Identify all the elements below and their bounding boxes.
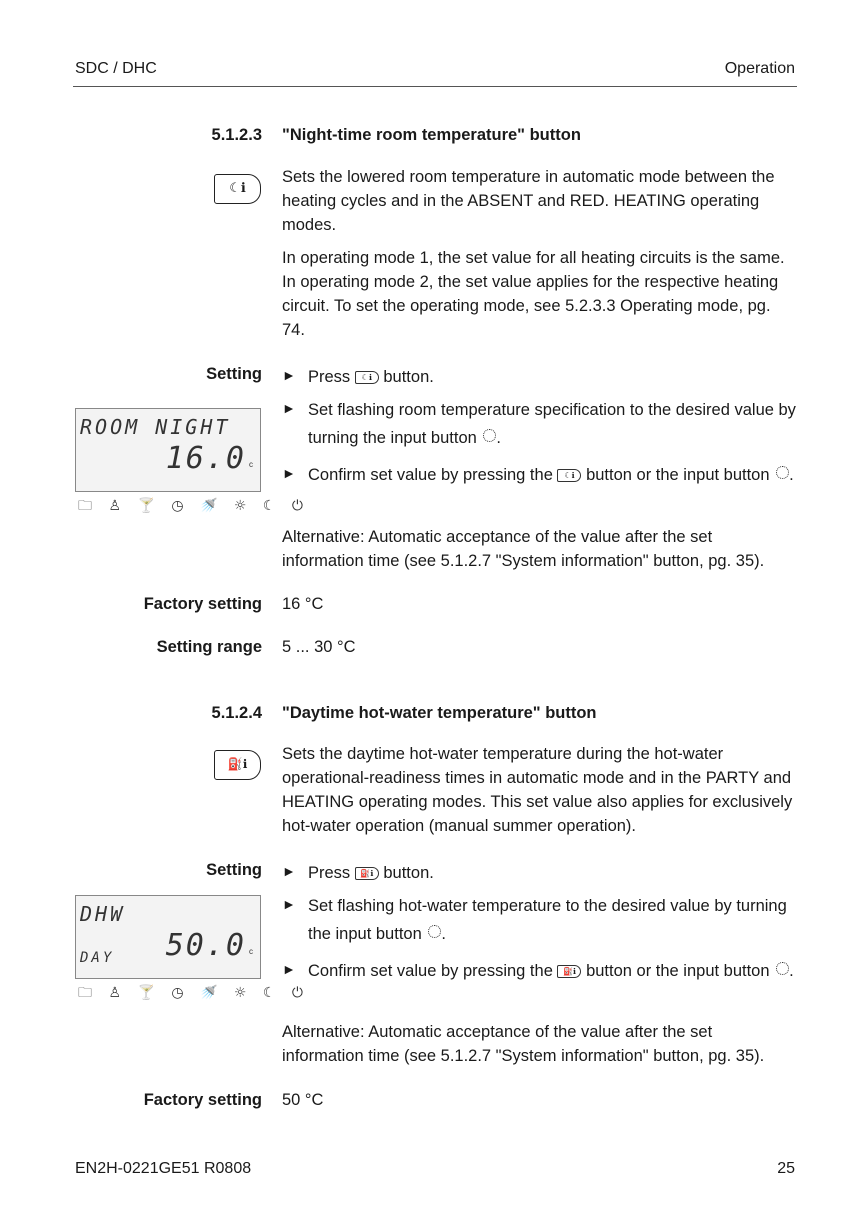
- input-knob-icon: [776, 962, 789, 975]
- setting-label: Setting: [206, 861, 262, 879]
- night-temp-button-icon: ☾ℹ: [214, 174, 261, 204]
- section-description: Sets the daytime hot-water temperature during the hot-water operational-readiness times in automatic mode and in the PARTY and HEATING operating modes. This set value also applies for exclusively hot-water operation (manual summer operation).: [282, 745, 793, 835]
- lcd-line1: ROOM NIGHT: [80, 415, 231, 439]
- night-temp-button-icon: ☾ℹ: [557, 469, 581, 482]
- section-number: 5.1.2.4: [211, 704, 262, 722]
- section-description-2: In operating mode 1, the set value for all heating circuits is the same. In operating mode 2, the set value applies for the respective heating circuit. To set the operating mode, see 5.2.3.3 Operating mode, pg. 74.: [282, 249, 785, 339]
- page-number: 25: [777, 1160, 795, 1177]
- hot-water-button-icon: ⛽ℹ: [557, 965, 581, 978]
- step-item: ► Press ⛽ℹ button.: [282, 859, 797, 887]
- bullet-arrow-icon: ►: [282, 465, 296, 481]
- header-divider: [73, 86, 797, 87]
- factory-setting-value: 16 °C: [282, 595, 324, 613]
- step-item: ► Confirm set value by pressing the ☾ℹ button or the input button .: [282, 461, 797, 489]
- alternative-note: Alternative: Automatic acceptance of the value after the set information time (see 5.1.2.7 "System information" button, pg. 35).: [282, 1023, 765, 1065]
- lcd-value: 16.0: [165, 441, 246, 476]
- setting-label: Setting: [206, 365, 262, 383]
- input-knob-icon: [428, 925, 441, 938]
- step-item: ► Set flashing room temperature specification to the desired value by turning the input button .: [282, 396, 797, 452]
- lcd-unit: c: [249, 947, 253, 956]
- night-temp-button-icon: ☾ℹ: [355, 371, 379, 384]
- lcd-unit: c: [249, 460, 253, 469]
- step-item: ► Confirm set value by pressing the ⛽ℹ button or the input button .: [282, 957, 797, 985]
- section-description: Sets the lowered room temperature in automatic mode between the heating cycles and in the ABSENT and RED. HEATING operating modes.: [282, 168, 775, 234]
- section-title: "Daytime hot-water temperature" button: [282, 704, 597, 722]
- factory-setting-value: 50 °C: [282, 1091, 324, 1109]
- input-knob-icon: [776, 466, 789, 479]
- input-knob-icon: [483, 429, 496, 442]
- header-left: SDC / DHC: [75, 60, 157, 77]
- lcd-status-icons: 🗀 ♙ 🍸 ◷ 🚿 ☼ ☾ ⏻: [78, 985, 309, 1001]
- step-item: ► Press ☾ℹ button.: [282, 363, 797, 391]
- lcd-status-icons: 🗀 ♙ 🍸 ◷ 🚿 ☼ ☾ ⏻: [78, 498, 309, 514]
- bullet-arrow-icon: ►: [282, 896, 296, 912]
- bullet-arrow-icon: ►: [282, 400, 296, 416]
- lcd-display: [75, 895, 261, 979]
- lcd-display: [75, 408, 261, 492]
- hot-water-button-icon: ⛽ℹ: [355, 867, 379, 880]
- lcd-line1: DHW: [80, 902, 126, 926]
- footer-doc-id: EN2H-0221GE51 R0808: [75, 1160, 252, 1177]
- setting-range-value: 5 ... 30 °C: [282, 638, 356, 656]
- section-number: 5.1.2.3: [211, 126, 262, 144]
- hot-water-button-icon: ⛽ℹ: [214, 750, 261, 780]
- alternative-note: Alternative: Automatic acceptance of the value after the set information time (see 5.1.2.7 "System information" button, pg. 35).: [282, 528, 765, 570]
- setting-range-label: Setting range: [156, 638, 262, 656]
- bullet-arrow-icon: ►: [282, 367, 296, 383]
- lcd-line2: DAY: [80, 950, 115, 966]
- lcd-value: 50.0: [165, 928, 246, 963]
- step-item: ► Set flashing hot-water temperature to the desired value by turning the input button .: [282, 892, 797, 948]
- section-title: "Night-time room temperature" button: [282, 126, 581, 144]
- bullet-arrow-icon: ►: [282, 863, 296, 879]
- factory-setting-label: Factory setting: [143, 1091, 262, 1109]
- bullet-arrow-icon: ►: [282, 961, 296, 977]
- header-right: Operation: [724, 60, 795, 77]
- factory-setting-label: Factory setting: [143, 595, 262, 613]
